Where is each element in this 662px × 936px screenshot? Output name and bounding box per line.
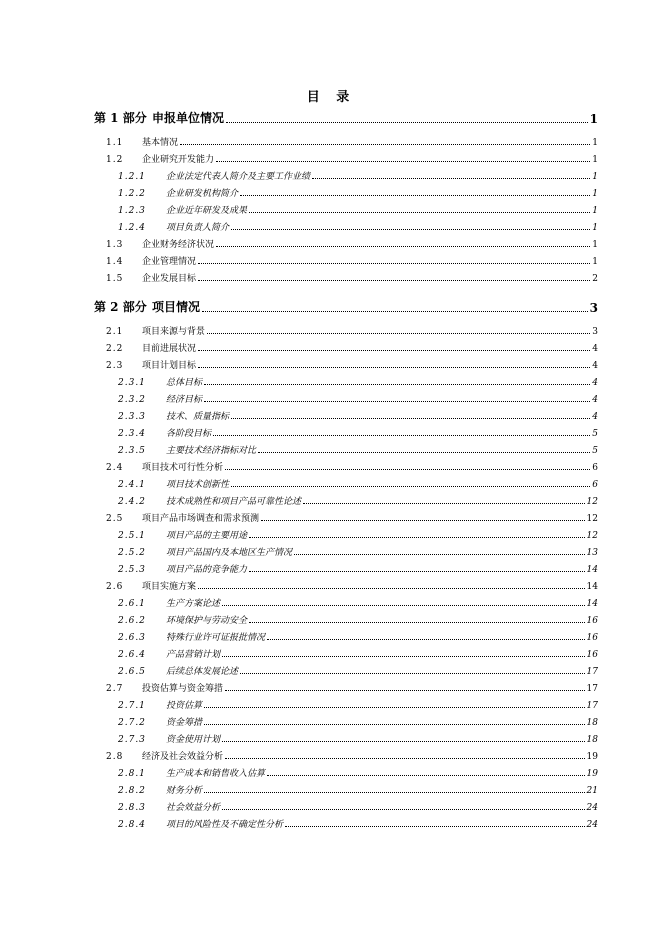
toc-entry-page: 3 (592, 327, 598, 337)
toc-entry-page: 16 (586, 650, 598, 660)
toc-entry-label: 资金筹措 (166, 718, 203, 728)
toc-entry-page: 3 (589, 301, 598, 315)
toc-section-entry[interactable] (106, 136, 598, 148)
toc-entry-page: 12 (586, 497, 598, 507)
toc-entry-number: 2.5 (106, 514, 124, 524)
toc-entry-page: 12 (586, 514, 598, 524)
toc-entry-label: 企业研究开发能力 (142, 155, 215, 165)
toc-subsection-entry[interactable] (118, 376, 598, 388)
toc-subsection-entry[interactable] (118, 818, 598, 830)
toc-subsection-entry[interactable] (118, 614, 598, 626)
toc-subsection-entry[interactable] (118, 444, 598, 456)
toc-entry-label: 各阶段目标 (166, 429, 212, 439)
toc-subsection-entry[interactable] (118, 427, 598, 439)
toc-entry-number: 2.8.4 (118, 820, 146, 830)
toc-subsection-entry[interactable] (118, 529, 598, 541)
toc-entry-label: 项目产品的主要用途 (166, 531, 248, 541)
toc-entry-number: 2.2 (106, 344, 124, 354)
toc-entry-label: 项目计划目标 (142, 361, 197, 371)
toc-section-entry[interactable] (106, 272, 598, 284)
toc-entry-number: 2.3 (106, 361, 124, 371)
toc-subsection-entry[interactable] (118, 631, 598, 643)
toc-part-entry[interactable] (94, 110, 598, 126)
toc-entry-label: 企业法定代表人简介及主要工作业绩 (166, 172, 311, 182)
dot-leader (249, 622, 585, 623)
toc-entry-label: 企业研发机构简介 (166, 189, 239, 199)
dot-leader (258, 452, 590, 453)
toc-entry-page: 21 (586, 786, 598, 796)
dot-leader (222, 809, 585, 810)
toc-entry-page: 1 (589, 112, 598, 126)
toc-section-entry[interactable] (106, 238, 598, 250)
toc-entry-label: 投资估算与资金筹措 (142, 684, 224, 694)
toc-section-entry[interactable] (106, 342, 598, 354)
toc-section-entry[interactable] (106, 750, 598, 762)
dot-leader (249, 537, 585, 538)
toc-entry-number: 2.6.3 (118, 633, 146, 643)
toc-entry-number: 2.7 (106, 684, 124, 694)
toc-entry-label: 生产方案论述 (166, 599, 221, 609)
toc-entry-label: 特殊行业许可证报批情况 (166, 633, 266, 643)
toc-entry-number: 1.2.1 (118, 172, 146, 182)
toc-entry-page: 24 (586, 803, 598, 813)
toc-subsection-entry[interactable] (118, 170, 598, 182)
toc-section-entry[interactable] (106, 461, 598, 473)
toc-entry-label: 财务分析 (166, 786, 203, 796)
toc-entry-page: 16 (586, 616, 598, 626)
toc-entry-label: 目前进展状况 (142, 344, 197, 354)
dot-leader (213, 435, 590, 436)
toc-entry-number: 2.8 (106, 752, 124, 762)
dot-leader (222, 605, 585, 606)
toc-entry-page: 6 (592, 463, 598, 473)
dot-leader (198, 588, 585, 589)
toc-entry-page: 17 (586, 701, 598, 711)
toc-entry-page: 1 (592, 172, 598, 182)
toc-entry-page: 4 (592, 344, 598, 354)
toc-entry-label: 项目来源与背景 (142, 327, 206, 337)
toc-entry-number: 2.3.4 (118, 429, 146, 439)
toc-part-entry[interactable] (94, 299, 598, 315)
toc-subsection-entry[interactable] (118, 716, 598, 728)
toc-entry-page: 5 (592, 429, 598, 439)
toc-entry-label: 主要技术经济指标对比 (166, 446, 257, 456)
toc-entry-label: 后续总体发展论述 (166, 667, 239, 677)
dot-leader (198, 263, 590, 264)
toc-entry-page: 17 (586, 667, 598, 677)
toc-entry-number: 2.6.5 (118, 667, 146, 677)
dot-leader (231, 418, 590, 419)
toc-entry-number: 2.6.4 (118, 650, 146, 660)
toc-subsection-entry[interactable] (118, 478, 598, 490)
toc-entry-label: 技术成熟性和项目产品可靠性论述 (166, 497, 302, 507)
toc-entry-page: 18 (586, 735, 598, 745)
toc-subsection-entry[interactable] (118, 221, 598, 233)
toc-entry-page: 19 (586, 752, 598, 762)
toc-entry-number: 2.7.3 (118, 735, 146, 745)
toc-entry-number: 2.1 (106, 327, 124, 337)
dot-leader (240, 195, 590, 196)
toc-entry-page: 1 (592, 257, 598, 267)
toc-entry-number: 2.3.1 (118, 378, 146, 388)
toc-section-entry[interactable] (106, 512, 598, 524)
toc-entry-number: 2.7.1 (118, 701, 146, 711)
dot-leader (198, 367, 590, 368)
toc-entry-number: 2.4.2 (118, 497, 146, 507)
toc-entry-number: 1.3 (106, 240, 124, 250)
toc-subsection-entry[interactable] (118, 733, 598, 745)
toc-subsection-entry[interactable] (118, 410, 598, 422)
dot-leader (180, 144, 590, 145)
dot-leader (267, 775, 585, 776)
toc-entry-label: 社会效益分析 (166, 803, 221, 813)
toc-entry-number: 第 2 部分 (94, 300, 147, 314)
toc-entry-page: 4 (592, 412, 598, 422)
dot-leader (204, 384, 590, 385)
toc-entry-number: 2.5.2 (118, 548, 146, 558)
toc-entry-label: 总体目标 (166, 378, 203, 388)
dot-leader (303, 503, 585, 504)
dot-leader (249, 571, 585, 572)
toc-entry-number: 1.2.2 (118, 189, 146, 199)
toc-subsection-entry[interactable] (118, 665, 598, 677)
toc-section-entry[interactable] (106, 325, 598, 337)
toc-entry-number: 1.1 (106, 138, 124, 148)
dot-leader (216, 161, 590, 162)
toc-subsection-entry[interactable] (118, 495, 598, 507)
dot-leader (204, 707, 585, 708)
toc-entry-label: 基本情况 (142, 138, 179, 148)
toc-entry-label: 项目的风险性及不确定性分析 (166, 820, 284, 830)
toc-entry-label: 项目技术可行性分析 (142, 463, 224, 473)
toc-subsection-entry[interactable] (118, 767, 598, 779)
dot-leader (207, 333, 590, 334)
toc-entry-page: 19 (586, 769, 598, 779)
toc-section-entry[interactable] (106, 359, 598, 371)
toc-entry-number: 2.3.5 (118, 446, 146, 456)
toc-entry-page: 4 (592, 378, 598, 388)
toc-subsection-entry[interactable] (118, 563, 598, 575)
toc-entry-page: 1 (592, 240, 598, 250)
toc-entry-label: 项目产品的竞争能力 (166, 565, 248, 575)
dot-leader (312, 178, 590, 179)
toc-entry-number: 2.5.1 (118, 531, 146, 541)
toc-entry-number: 2.7.2 (118, 718, 146, 728)
toc-entry-page: 1 (592, 155, 598, 165)
toc-entry-label: 企业发展目标 (142, 274, 197, 284)
toc-subsection-entry[interactable] (118, 204, 598, 216)
dot-leader (202, 311, 588, 312)
toc-entry-page: 1 (592, 206, 598, 216)
toc-entry-label: 企业近年研发及成果 (166, 206, 248, 216)
toc-section-entry[interactable] (106, 580, 598, 592)
toc-title: 目 录 (306, 90, 356, 105)
toc-entry-number: 2.3.3 (118, 412, 146, 422)
dot-leader (231, 229, 590, 230)
dot-leader (285, 826, 585, 827)
toc-entry-number: 2.6.1 (118, 599, 146, 609)
dot-leader (204, 792, 585, 793)
toc-section-entry[interactable] (106, 255, 598, 267)
toc-subsection-entry[interactable] (118, 393, 598, 405)
toc-entry-page: 14 (586, 599, 598, 609)
toc-entry-number: 1.2 (106, 155, 124, 165)
toc-entry-number: 1.2.4 (118, 223, 146, 233)
dot-leader (267, 639, 585, 640)
toc-entry-label: 项目实施方案 (142, 582, 197, 592)
toc-entry-label: 企业财务经济状况 (142, 240, 215, 250)
toc-entry-page: 4 (592, 395, 598, 405)
toc-entry-page: 16 (586, 633, 598, 643)
toc-entry-number: 1.5 (106, 274, 124, 284)
toc-subsection-entry[interactable] (118, 699, 598, 711)
dot-leader (222, 656, 585, 657)
toc-entry-page: 14 (586, 565, 598, 575)
toc-entry-label: 技术、质量指标 (166, 412, 230, 422)
dot-leader (204, 724, 585, 725)
dot-leader (225, 690, 585, 691)
dot-leader (225, 469, 590, 470)
dot-leader (216, 246, 590, 247)
toc-entry-page: 17 (586, 684, 598, 694)
toc-entry-number: 2.5.3 (118, 565, 146, 575)
toc-entry-label: 环境保护与劳动安全 (166, 616, 248, 626)
dot-leader (222, 741, 585, 742)
toc-entry-label: 企业管理情况 (142, 257, 197, 267)
toc-entry-label: 项目产品国内及本地区生产情况 (166, 548, 293, 558)
toc-entry-page: 14 (586, 582, 598, 592)
toc-subsection-entry[interactable] (118, 546, 598, 558)
toc-entry-page: 2 (592, 274, 598, 284)
dot-leader (261, 520, 585, 521)
dot-leader (231, 486, 590, 487)
toc-entry-number: 2.4 (106, 463, 124, 473)
toc-entry-label: 项目技术创新性 (166, 480, 230, 490)
dot-leader (294, 554, 585, 555)
toc-entry-page: 4 (592, 361, 598, 371)
toc-subsection-entry[interactable] (118, 187, 598, 199)
toc-entry-label: 项目负责人简介 (166, 223, 230, 233)
toc-entry-page: 1 (592, 189, 598, 199)
toc-entry-page: 1 (592, 223, 598, 233)
toc-entry-label: 项目产品市场调查和需求预测 (142, 514, 260, 524)
dot-leader (249, 212, 590, 213)
toc-section-entry[interactable] (106, 682, 598, 694)
toc-entry-number: 2.4.1 (118, 480, 146, 490)
toc-entry-page: 13 (586, 548, 598, 558)
dot-leader (198, 350, 590, 351)
toc-entry-page: 24 (586, 820, 598, 830)
toc-entry-page: 18 (586, 718, 598, 728)
toc-entry-label: 资金使用计划 (166, 735, 221, 745)
toc-entry-label: 生产成本和销售收入估算 (166, 769, 266, 779)
toc-subsection-entry[interactable] (118, 801, 598, 813)
toc-subsection-entry[interactable] (118, 648, 598, 660)
toc-entry-number: 1.4 (106, 257, 124, 267)
toc-entry-number: 2.6.2 (118, 616, 146, 626)
dot-leader (204, 401, 590, 402)
toc-entry-label: 经济及社会效益分析 (142, 752, 224, 762)
toc-entry-label: 项目情况 (152, 300, 201, 314)
toc-entry-label: 经济目标 (166, 395, 203, 405)
dot-leader (225, 758, 585, 759)
toc-subsection-entry[interactable] (118, 597, 598, 609)
toc-entry-number: 1.2.3 (118, 206, 146, 216)
toc-entry-label: 产品营销计划 (166, 650, 221, 660)
dot-leader (240, 673, 585, 674)
toc-entry-page: 1 (592, 138, 598, 148)
toc-entry-number: 第 1 部分 (94, 111, 147, 125)
toc-entry-number: 2.8.2 (118, 786, 146, 796)
toc-entry-page: 5 (592, 446, 598, 456)
toc-entry-number: 2.8.3 (118, 803, 146, 813)
dot-leader (198, 280, 590, 281)
toc-entry-number: 2.3.2 (118, 395, 146, 405)
toc-entry-label: 申报单位情况 (152, 111, 225, 125)
toc-section-entry[interactable] (106, 153, 598, 165)
toc-entry-number: 2.8.1 (118, 769, 146, 779)
toc-entry-page: 12 (586, 531, 598, 541)
toc-entry-label: 投资估算 (166, 701, 203, 711)
dot-leader (226, 122, 588, 123)
toc-entry-page: 6 (592, 480, 598, 490)
toc-entry-number: 2.6 (106, 582, 124, 592)
toc-subsection-entry[interactable] (118, 784, 598, 796)
